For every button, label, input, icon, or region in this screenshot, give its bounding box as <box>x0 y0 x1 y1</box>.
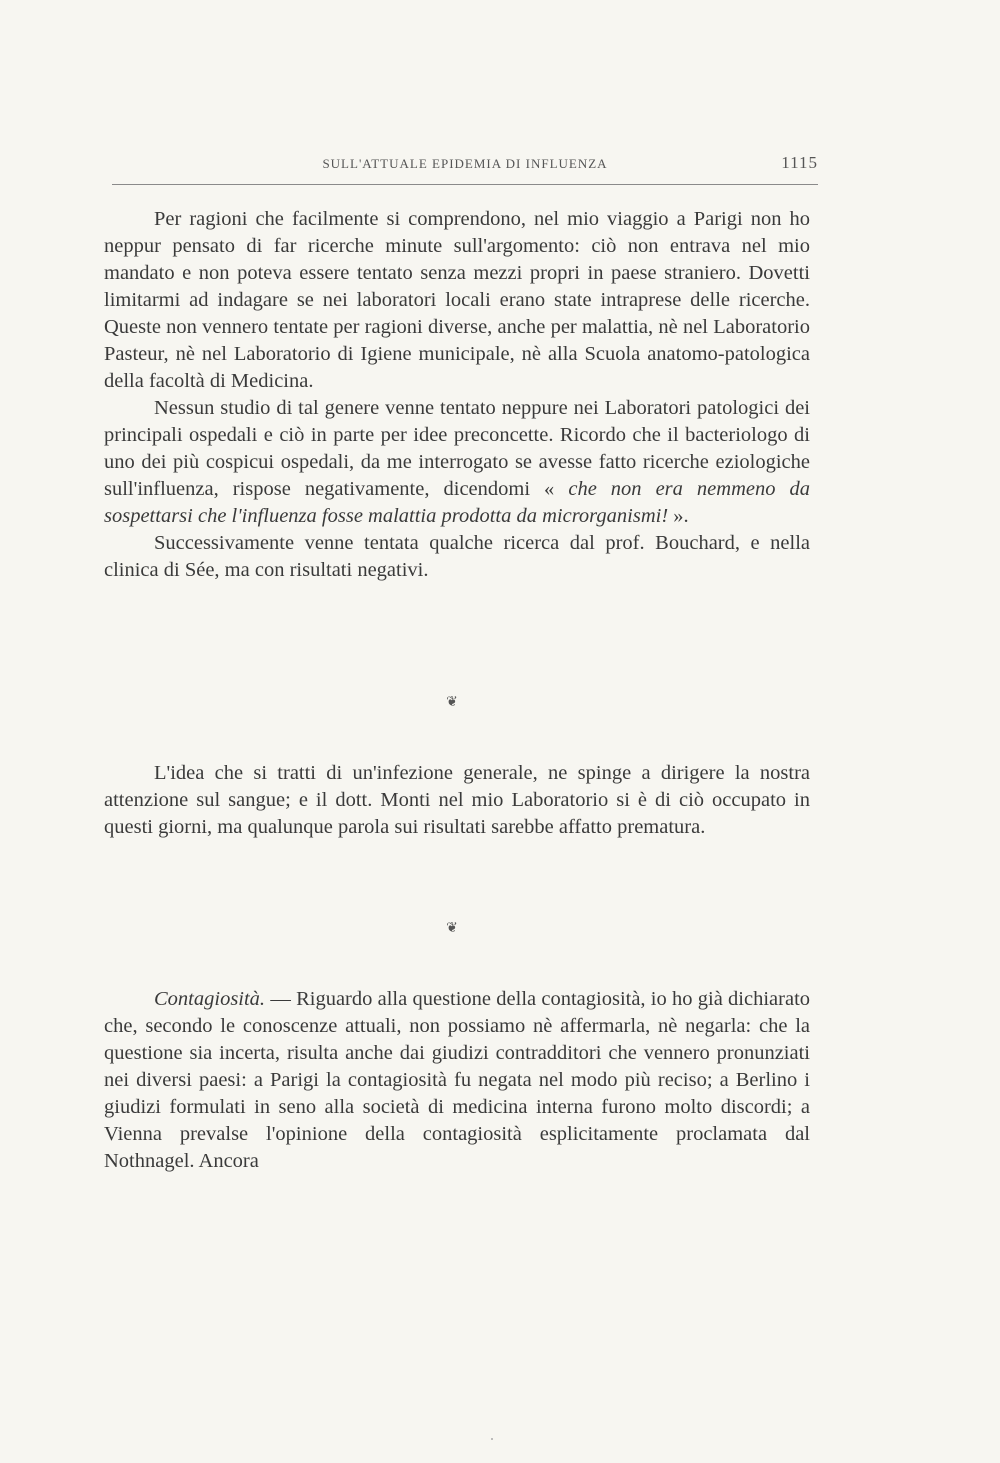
fleuron-icon: ❦ <box>446 921 458 936</box>
page-number: 1115 <box>781 153 818 172</box>
quote-close: ». <box>673 505 689 527</box>
paragraph: L'idea che si tratti di un'infezione generale, ne spinge a dirigere la nostra attenzione sul sangue; e il dott. Monti nel mio Laboratorio si è di ciò occupato in questi giorni, ma qualunque parola sui risultati sarebbe affatto prematura. <box>104 762 810 838</box>
paragraph: Per ragioni che facilmente si comprendono, nel mio viaggio a Parigi non ho neppur pensato di far ricerche minute sull'argomento: ciò non entrava nel mio mandato e non poteva essere tentato senza mezzi propri in paese straniero. Dovetti limitarmi ad indagare se nei laboratori locali erano state intraprese delle ricerche. Queste non vennero tentate per ragioni diverse, anche per malattia, nè nel Laboratorio Pasteur, nè nel Laboratorio di Igiene municipale, nè alla Scuola anatomo-patologica della facoltà di Medicina. <box>104 208 810 392</box>
italic-quote: che non era nemmeno da sospettarsi che l'influenza fosse malattia prodotta da microrganismi! <box>104 478 811 527</box>
section-heading: Contagiosità. <box>154 988 266 1010</box>
page-header <box>112 154 818 185</box>
paragraph <box>104 395 810 530</box>
fleuron-icon: ❦ <box>446 695 458 710</box>
section-contagiousness <box>104 986 810 1175</box>
paper-speck <box>491 1438 493 1440</box>
paragraph-text: Nessun studio di tal genere venne tentato neppure nei Laboratori patologici dei principali ospedali e ciò in parte per idee preconcette. Ricordo che il bacteriologo di uno dei più cospicui ospedali, da me interrogato se avesse fatto ricerche eziologiche sull'influenza, rispose negativamente, dicendomi « <box>104 397 810 500</box>
paragraph-text: — Riguardo alla questione della contagiosità, io ho già dichiarato che, secondo le conoscenze attuali, non possiamo nè affermarla, nè negarla: che la questione sia incerta, risulta anche dai giudizi contradditori che vennero pronunziati nei diversi paesi: a Parigi la contagiosità fu negata nel modo più reciso; a Berlino i giudizi formulati in seno alla società di medicina interna furono molto discordi; a Vienna prevalse l'opinione della contagiosità esplicitamente proclamata dal Nothnagel. Ancora <box>104 988 811 1172</box>
section-paris-research <box>104 206 810 584</box>
paragraph: Successivamente venne tentata qualche ricerca dal prof. Bouchard, e nella clinica di Sée, ma con risultati negativi. <box>104 532 810 581</box>
running-head: SULL'ATTUALE EPIDEMIA DI INFLUENZA <box>322 156 608 171</box>
paragraph <box>104 986 810 1175</box>
section-blood-research <box>104 760 810 841</box>
